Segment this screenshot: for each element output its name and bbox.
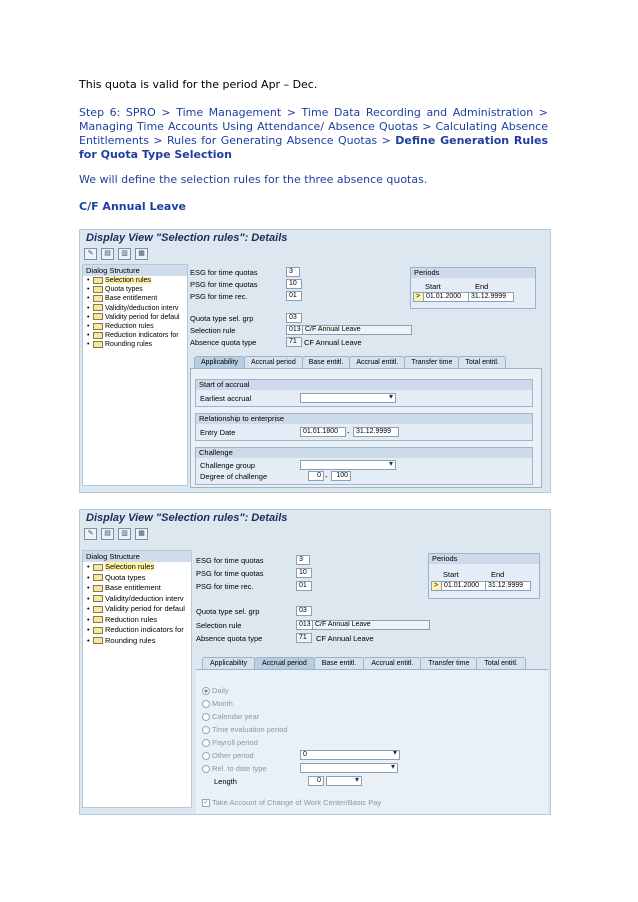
tab-base-entitl[interactable]: Base entitl. (314, 657, 365, 669)
tree-item-rounding-rules[interactable]: • Rounding rules (87, 635, 156, 645)
radio-icon (202, 752, 210, 760)
radio-month[interactable]: Month (202, 699, 233, 708)
relationship-header: Relationship to enterprise (196, 414, 532, 424)
sel-rule-text: C/F Annual Leave (302, 325, 412, 335)
sel-rule-field[interactable]: 013 (296, 620, 314, 630)
abs-type-text: CF Annual Leave (304, 338, 362, 347)
sel-rule-field[interactable]: 013 (286, 325, 304, 335)
tree-header: Dialog Structure (83, 265, 187, 276)
tree-item-base-entitlement[interactable]: • Base entitlement (87, 583, 161, 592)
folder-icon (93, 323, 103, 330)
esg-field[interactable]: 3 (296, 555, 310, 565)
tab-accrual-entitl[interactable]: Accrual entitl. (349, 356, 405, 368)
radio-icon (202, 700, 210, 708)
sel-rule-label: Selection rule (190, 326, 236, 335)
tree-item-validity-period[interactable]: • Validity period for defaul (87, 604, 185, 613)
tab-applicability[interactable]: Applicability (194, 356, 245, 368)
step-bold: Define Generation Rules for Quota Type Selection (79, 134, 548, 161)
radio-payroll-period[interactable]: Payroll period (202, 738, 258, 747)
psg-field[interactable]: 10 (296, 568, 312, 578)
tree-item-validity-deduction[interactable]: • Validity/deduction interv (87, 304, 179, 312)
save-icon[interactable]: ▤ (101, 528, 114, 540)
psg-rec-label: PSG for time rec. (190, 292, 248, 301)
psg-label: PSG for time quotas (196, 569, 264, 578)
radio-icon (202, 739, 210, 747)
tab-accrual-entitl[interactable]: Accrual entitl. (363, 657, 421, 669)
challenge-group (195, 447, 533, 485)
abs-type-field: 71 (286, 337, 302, 347)
tab-panel (196, 669, 548, 815)
challenge-group-label: Challenge group (200, 461, 256, 470)
esg-label: ESG for time quotas (190, 268, 258, 277)
length-unit-dropdown[interactable] (326, 776, 362, 786)
tab-accrual-period[interactable]: Accrual period (254, 657, 315, 669)
change-icon[interactable]: ✎ (84, 248, 97, 260)
period-arrow[interactable]: > (413, 292, 424, 302)
earliest-accrual-label: Earliest accrual (200, 394, 252, 403)
tree-item-validity-period[interactable]: • Validity period for defaul (87, 313, 180, 321)
psg-rec-field[interactable]: 01 (296, 581, 312, 591)
earliest-accrual-dropdown[interactable] (300, 393, 396, 403)
tree-item-reduction-rules[interactable]: • Reduction rules (87, 322, 154, 330)
copy-icon[interactable]: ▥ (118, 528, 131, 540)
degree-dash: - (325, 472, 328, 481)
tree-item-quota-types[interactable]: • Quota types (87, 286, 143, 294)
tree-item-base-entitlement[interactable]: • Base entitlement (87, 295, 158, 303)
length-label: Length (214, 777, 237, 786)
tab-panel (190, 368, 542, 488)
radio-icon (202, 726, 210, 734)
radio-time-eval-period[interactable]: Time evaluation period (202, 725, 288, 734)
sap-screenshot-applicability (79, 229, 551, 493)
entry-date-to[interactable]: 31.12.9999 (353, 427, 399, 437)
tab-transfer-time[interactable]: Transfer time (420, 657, 477, 669)
section-title: C/F Annual Leave (79, 200, 186, 213)
checkbox-icon: ✓ (203, 800, 209, 807)
tree-item-reduction-indicators[interactable]: • Reduction indicators for (87, 625, 184, 634)
abs-type-text: CF Annual Leave (316, 634, 374, 643)
start-label: Start (443, 570, 459, 579)
change-icon[interactable]: ✎ (84, 528, 97, 540)
toolbar (84, 248, 148, 262)
table-icon[interactable]: ▦ (135, 248, 148, 260)
periods-group (428, 553, 540, 599)
quota-grp-label: Quota type sel. grp (196, 607, 260, 616)
tree-item-quota-types[interactable]: • Quota types (87, 572, 146, 582)
folder-icon (93, 637, 103, 644)
dialog-structure (82, 550, 192, 808)
radio-daily[interactable]: Daily (202, 686, 229, 695)
sel-rule-label: Selection rule (196, 621, 242, 630)
psg-rec-field[interactable]: 01 (286, 291, 302, 301)
end-label: End (475, 282, 489, 291)
tab-base-entitl[interactable]: Base entitl. (302, 356, 351, 368)
folder-open-icon (93, 564, 103, 571)
radio-icon (202, 713, 210, 721)
folder-icon (93, 341, 103, 348)
relationship-group (195, 413, 533, 441)
period-end[interactable]: 31.12.9999 (485, 581, 531, 591)
period-start[interactable]: 01.01.2000 (441, 581, 487, 591)
tree-item-selection-rules[interactable]: • Selection rules (87, 562, 155, 571)
tab-strip (194, 356, 505, 368)
esg-field[interactable]: 3 (286, 267, 300, 277)
quota-grp-field[interactable]: 03 (286, 313, 302, 323)
start-accrual-header: Start of accrual (196, 380, 532, 390)
challenge-header: Challenge (196, 448, 532, 458)
folder-icon (93, 606, 103, 613)
period-end[interactable]: 31.12.9999 (468, 292, 514, 302)
abs-type-label: Absence quota type (190, 338, 257, 347)
psg-field[interactable]: 10 (286, 279, 302, 289)
sap-screenshot-accrual-period (79, 509, 551, 815)
tab-applicability[interactable]: Applicability (202, 657, 255, 669)
save-icon[interactable]: ▤ (101, 248, 114, 260)
copy-icon[interactable]: ▥ (118, 248, 131, 260)
degree-to[interactable]: 100 (331, 471, 351, 481)
tab-transfer-time[interactable]: Transfer time (404, 356, 459, 368)
validity-note: This quota is valid for the period Apr – Dec. (79, 78, 318, 91)
tree-item-validity-deduction[interactable]: • Validity/deduction interv (87, 593, 184, 603)
tree-item-reduction-rules[interactable]: • Reduction rules (87, 614, 158, 624)
checkbox-change-workcenter[interactable]: ✓ Take Account of Change of Work Center/Basic Pay (203, 798, 382, 807)
step-prefix: Step 6: SPRO > Time Management > Time Data Recording and Administration > Managing Time Accounts Using Attendance/ Absence Quotas > Calculating Absence Entitlements > Rules for Generating Absence Quotas > (79, 106, 548, 147)
other-period-dropdown[interactable]: 0 ▾ (300, 750, 400, 760)
table-icon[interactable]: ▦ (135, 528, 148, 540)
periods-header: Periods (411, 268, 535, 278)
folder-icon (93, 295, 103, 302)
periods-header: Periods (429, 554, 539, 564)
entry-date-dash: - (347, 428, 350, 437)
toolbar (84, 528, 148, 542)
tab-total-entitl[interactable]: Total entitl. (476, 657, 525, 669)
radio-other-period[interactable]: Other period (202, 751, 254, 760)
abs-type-field: 71 (296, 633, 312, 643)
folder-icon (93, 595, 103, 602)
intro-sentence: We will define the selection rules for the three absence quotas. (79, 173, 428, 186)
end-label: End (491, 570, 505, 579)
start-accrual-group (195, 379, 533, 407)
folder-icon (93, 616, 103, 623)
entry-date-label: Entry Date (200, 428, 236, 437)
psg-label: PSG for time quotas (190, 280, 258, 289)
dialog-structure (82, 264, 188, 486)
degree-label: Degree of challenge (200, 472, 268, 481)
rel-date-type-dropdown[interactable] (300, 763, 398, 773)
tree-header: Dialog Structure (83, 551, 191, 562)
folder-icon (93, 313, 103, 320)
esg-label: ESG for time quotas (196, 556, 264, 565)
folder-icon (93, 332, 103, 339)
period-arrow[interactable]: > (431, 581, 442, 591)
radio-icon (202, 765, 210, 773)
folder-icon (93, 627, 103, 634)
tree-item-selection-rules[interactable]: • Selection rules (87, 277, 151, 284)
period-start[interactable]: 01.01.2000 (423, 292, 469, 302)
entry-date-from[interactable]: 01.01.1800 (300, 427, 346, 437)
folder-icon (93, 574, 103, 581)
screen-title: Display View "Selection rules": Details (86, 232, 288, 244)
challenge-group-dropdown[interactable] (300, 460, 396, 470)
length-field[interactable]: 0 (308, 776, 324, 786)
tree-item-rounding-rules[interactable]: • Rounding rules (87, 341, 153, 349)
tree-item-reduction-indicators[interactable]: • Reduction indicators for (87, 332, 179, 340)
radio-icon (202, 687, 210, 695)
step-path (79, 106, 548, 162)
quota-grp-label: Quota type sel. grp (190, 314, 254, 323)
folder-icon (93, 286, 103, 293)
psg-rec-label: PSG for time rec. (196, 582, 254, 591)
degree-from[interactable]: 0 (308, 471, 324, 481)
screen-title: Display View "Selection rules": Details (86, 512, 288, 524)
folder-icon (93, 585, 103, 592)
tab-total-entitl[interactable]: Total entitl. (458, 356, 505, 368)
start-label: Start (425, 282, 441, 291)
folder-icon (93, 304, 103, 311)
folder-open-icon (93, 277, 103, 284)
tab-accrual-period[interactable]: Accrual period (244, 356, 303, 368)
abs-type-label: Absence quota type (196, 634, 263, 643)
periods-group (410, 267, 536, 309)
tab-strip (202, 657, 525, 669)
radio-rel-date-type[interactable]: Rel. to date type (202, 764, 267, 773)
sel-rule-text: C/F Annual Leave (312, 620, 430, 630)
quota-grp-field[interactable]: 03 (296, 606, 312, 616)
radio-calendar-year[interactable]: Calendar year (202, 712, 259, 721)
